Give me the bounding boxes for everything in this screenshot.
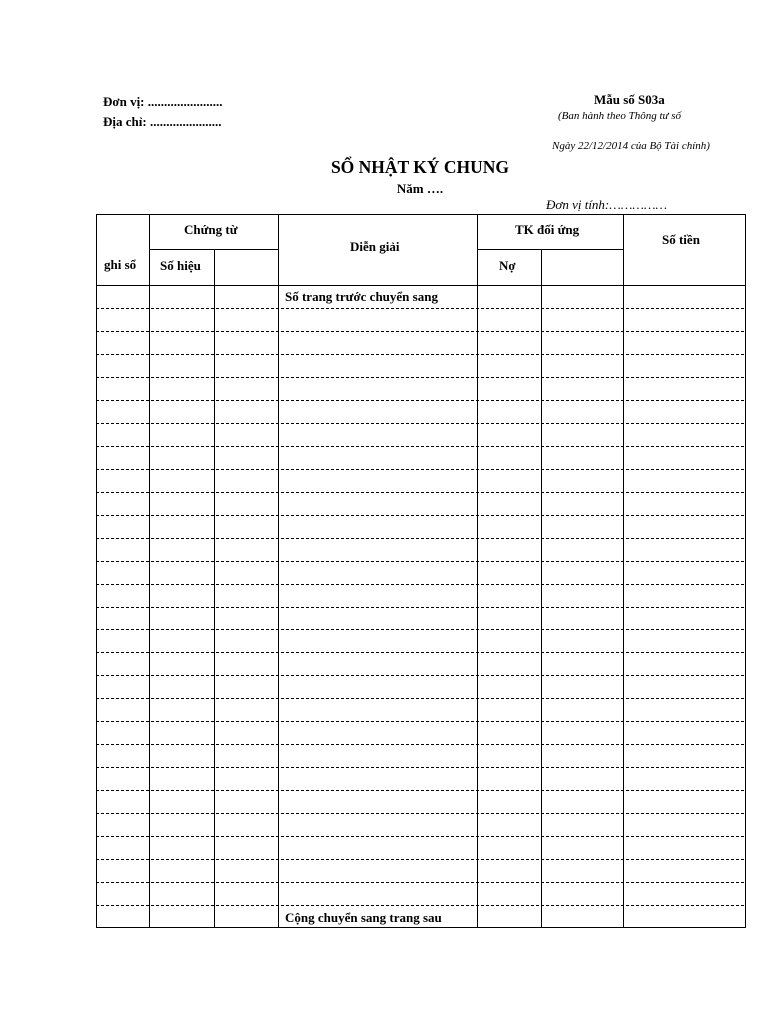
form-code: Mẫu số S03a bbox=[594, 92, 665, 107]
header-date: ghi sổ bbox=[104, 257, 137, 272]
issued-by-line: (Ban hành theo Thông tư số bbox=[558, 110, 682, 122]
page-title: SỔ NHẬT KÝ CHUNG bbox=[330, 157, 510, 177]
journal-table bbox=[96, 214, 746, 928]
calc-unit-line: Đơn vị tính:…………… bbox=[546, 197, 668, 212]
header-debit: Nợ bbox=[499, 258, 516, 273]
table-grid bbox=[96, 214, 746, 928]
header-account-group: TK đối ứng bbox=[515, 222, 580, 237]
address-line: Địa chỉ: ...................... bbox=[103, 114, 222, 129]
header-voucher-group: Chứng từ bbox=[184, 222, 238, 237]
carried-forward-row: Cộng chuyển sang trang sau bbox=[285, 910, 442, 925]
issued-date-line: Ngày 22/12/2014 của Bộ Tài chính) bbox=[552, 140, 710, 152]
header-voucher-no: Số hiệu bbox=[160, 258, 201, 273]
header-description: Diễn giải bbox=[350, 239, 400, 254]
unit-line: Đơn vị: ....................... bbox=[103, 94, 223, 109]
header-amount: Số tiền bbox=[662, 232, 700, 247]
year-line: Năm …. bbox=[396, 181, 444, 196]
brought-forward-row: Số trang trước chuyển sang bbox=[285, 289, 438, 304]
